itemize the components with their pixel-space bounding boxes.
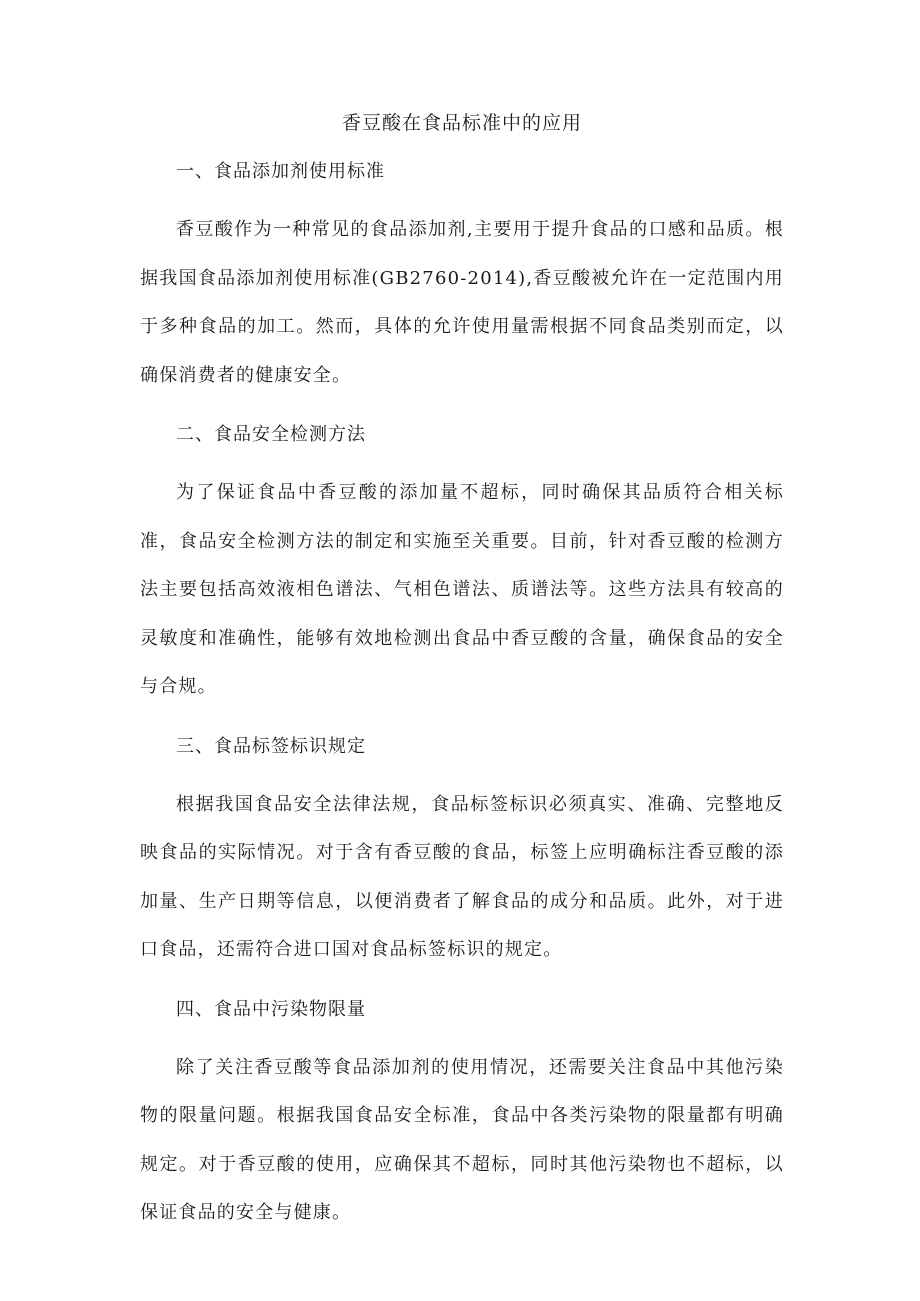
document-content [140,109,784,1259]
section-body-detection-methods: 为了保证食品中香豆酸的添加量不超标，同时确保其品质符合相关标准，食品安全检测方法的制定和实施至关重要。目前，针对香豆酸的检测方法主要包括高效液相色谱法、气相色谱法、质谱法等。这些方法具有较高的灵敏度和准确性，能够有效地检测出食品中香豆酸的含量，确保食品的安全与合规。 [140,482,784,697]
section-body-label-rules: 根据我国食品安全法律法规，食品标签标识必须真实、准确、完整地反映食品的实际情况。对于含有香豆酸的食品，标签上应明确标注香豆酸的添加量、生产日期等信息，以便消费者了解食品的成分和品质。此外，对于进口食品，还需符合进口国对食品标签标识的规定。 [140,793,784,960]
section-heading-label-rules: 三、食品标签标识规定 [176,735,366,757]
section-body-contaminant-limits: 除了关注香豆酸等食品添加剂的使用情况，还需要关注食品中其他污染物的限量问题。根据我国食品安全标准，食品中各类污染物的限量都有明确规定。对于香豆酸的使用，应确保其不超标，同时其他污染物也不超标，以保证食品的安全与健康。 [140,1056,784,1223]
section-body-additive-standard: 香豆酸作为一种常见的食品添加剂,主要用于提升食品的口感和品质。根据我国食品添加剂使用标准(GB2760-2014),香豆酸被允许在一定范围内用于多种食品的加工。然而，具体的允许使用量需根据不同食品类别而定，以确保消费者的健康安全。 [140,219,784,386]
document-title: 香豆酸在食品标准中的应用 [341,112,582,134]
section-heading-detection-methods: 二、食品安全检测方法 [176,424,366,445]
section-heading-contaminant-limits: 四、食品中污染物限量 [176,998,366,1020]
section-heading-additive-standard: 一、食品添加剂使用标准 [176,161,385,182]
